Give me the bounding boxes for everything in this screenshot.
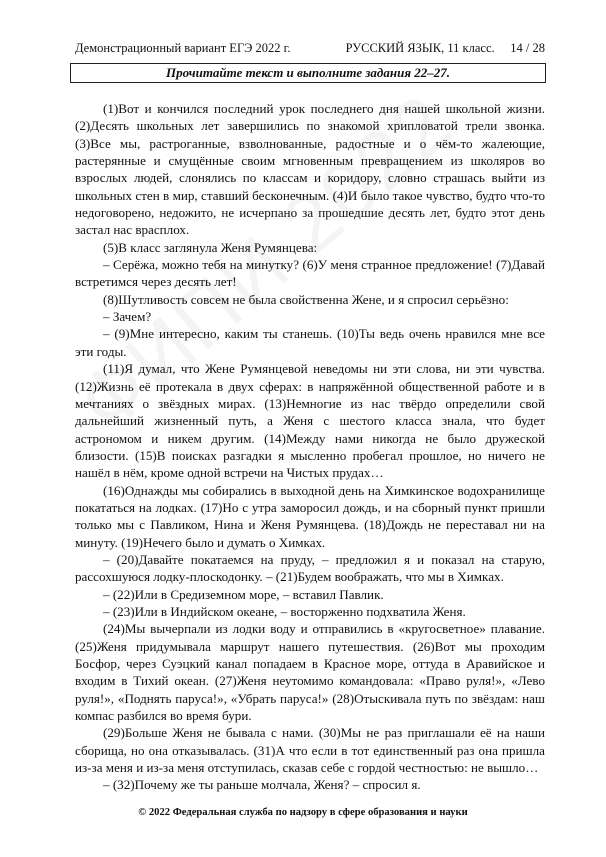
page-footer: © 2022 Федеральная служба по надзору в сфере образования и науки	[138, 807, 468, 818]
page-number: 14 / 28	[510, 41, 545, 55]
subject-and-page	[346, 40, 545, 56]
exam-variant-title: Демонстрационный вариант ЕГЭ 2022 г.	[75, 41, 291, 55]
subject-label: РУССКИЙ ЯЗЫК, 11 класс.	[345, 41, 495, 55]
paragraph: (5)В класс заглянула Женя Румянцева:	[103, 239, 318, 255]
paragraph: – Серёжа, можно тебя на минутку? (6)У меня странное предложение! (7)Давай встретимся через десять лет!	[75, 257, 545, 290]
paragraph: – (32)Почему же ты раньше молчала, Женя? – спросил я.	[103, 777, 421, 793]
page-header	[75, 40, 545, 56]
paragraph: (29)Больше Женя не бывала с нами. (30)Мы не раз приглашали её на наши сборища, но она отказывалась. (31)А что если в тот единственный раз она пришла из-за меня и из-за меня отступилась, сказав себе с гордой честностью: не вышло…	[75, 725, 545, 776]
paragraph: – (20)Давайте покатаемся на пруду, – предложил я и показал на старую, рассохшуюся лодку-плоскодонку. – (21)Будем воображать, что мы в Химках.	[75, 551, 545, 585]
paragraph: (8)Шутливость совсем не была свойственна Жене, и я спросил серьёзно:	[103, 291, 509, 307]
paragraph: – (22)Или в Средиземном море, – вставил Павлик.	[103, 586, 384, 602]
paragraph: – Зачем?	[103, 309, 152, 325]
reading-text	[75, 100, 545, 794]
task-instruction: Прочитайте текст и выполните задания 22–27.	[70, 63, 546, 83]
paragraph: (16)Однажды мы собирались в выходной день на Химкинское водохранилище покататься на лодках. (17)Но с утра заморосил дождь, и на сборный пункт пришли только мы с Павликом, Нина и Женя Румянцева. (18)Дождь не переставал ни на минуту. (19)Нечего было и думать о Химках.	[75, 482, 545, 550]
paragraph: – (9)Мне интересно, каким ты станешь. (10)Ты ведь очень нравился мне все эти годы.	[75, 326, 545, 359]
paragraph: (11)Я думал, что Жене Румянцевой неведомы ни эти слова, ни эти чувства. (12)Жизнь её протекала в двух сферах: в напряжённой общественной работе и в мечтаниях о звёздных мирах. (13)Немногие из нас твёрдо определили свой дальнейший жизненный путь, а Женя с шестого класса знала, что будет астрономом и никем другим. (14)Между нами никогда не было дружеской близости. (15)В поисках разгадки я мысленно пробегал прошлое, но ничего не нашёл в нём, кроме одной встречи на Чистых прудах…	[75, 361, 545, 481]
paragraph: (24)Мы вычерпали из лодки воду и отправились в «кругосветное» плавание. (25)Женя придумывала маршрут нашего путешествия. (26)Вот мы проходим Босфор, через Суэцкий канал попадаем в Красное море, оттуда в Аравийское и входим в Тихий океан. (27)Женя неутомимо командовала: «Право руля!», «Лево руля!», «Поднять паруса!», «Убрать паруса!» (28)Отыскивала путь по звёздам: наш компас разбился во время бури.	[75, 621, 545, 724]
paragraph: – (23)Или в Индийском океане, – восторженно подхватила Женя.	[103, 603, 466, 619]
paragraph: (1)Вот и кончился последний урок последнего дня нашей школьной жизни. (2)Десять школьных лет завершились по знакомой хрипловатой трели звонка. (3)Все мы, растроганные, взволнованные, радостные и о чём-то жалеющие, растерянные и смущённые своим мгновенным превращением из школяров во взрослых людей, слонялись по классам и коридору, словно страшась выйти из школьных стен в мир, ставший бесконечным. (4)И было такое чувство, будто что-то недоговорено, недожито, не исчерпано за прошедшие десять лет, будто этот день застал нас врасплох.	[75, 101, 545, 238]
